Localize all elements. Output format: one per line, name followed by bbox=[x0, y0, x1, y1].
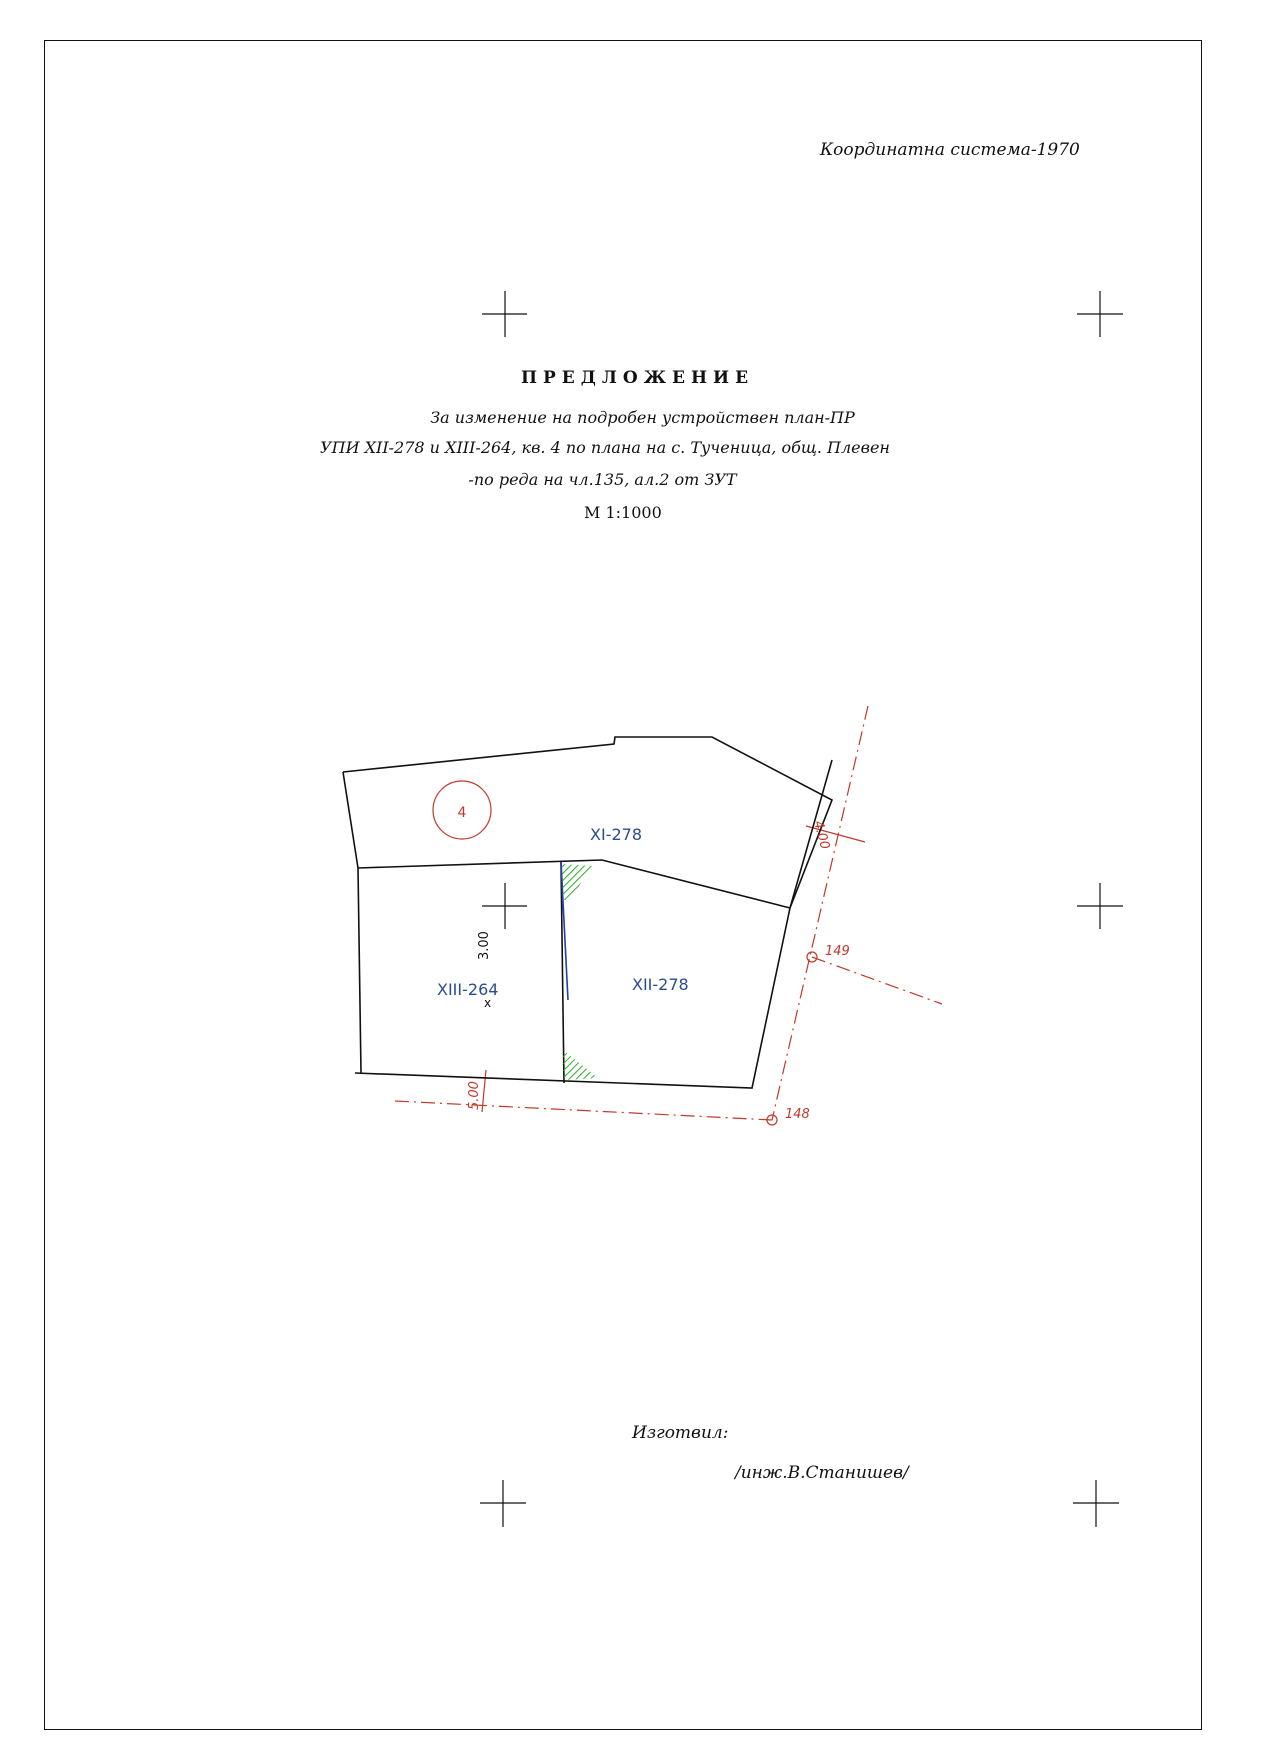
hatch-area-top bbox=[562, 864, 592, 900]
outer-boundary bbox=[343, 737, 832, 1088]
point-label-148: 148 bbox=[785, 1107, 810, 1122]
boundary-west-lower bbox=[358, 868, 361, 1073]
regulation-line-east bbox=[772, 706, 868, 1120]
crosshair-mark bbox=[1077, 291, 1123, 337]
cross-mark: x bbox=[484, 996, 492, 1010]
title-line-1: За изменение на подробен устройствен план-ПР bbox=[430, 408, 855, 427]
block-number: 4 bbox=[457, 805, 467, 821]
point-label-149: 149 bbox=[825, 944, 850, 959]
document-title: ПРЕДЛОЖЕНИЕ bbox=[520, 368, 755, 388]
crosshair-mark bbox=[1077, 883, 1123, 929]
crosshair-mark bbox=[482, 291, 527, 337]
crosshair-mark bbox=[480, 1480, 526, 1527]
parcel-label-xiii-264: XIII-264 bbox=[437, 980, 499, 999]
regulation-line-south bbox=[395, 1101, 772, 1120]
parcel-label-xii-278: XII-278 bbox=[632, 975, 689, 994]
hatch-area-bottom bbox=[563, 1050, 598, 1080]
distance-label-east: 4.00 bbox=[810, 819, 833, 852]
author-name: /инж.В.Станишев/ bbox=[735, 1463, 909, 1483]
boundary-west-upper bbox=[343, 772, 358, 868]
regulation-line-branch bbox=[812, 957, 942, 1004]
title-line-2: УПИ XII-278 и XIII-264, кв. 4 по плана на с. Тученица, общ. Плевен bbox=[320, 438, 890, 457]
regulation-lines bbox=[395, 706, 942, 1120]
parcel-label-xi-278: XI-278 bbox=[590, 825, 642, 844]
distance-label-inner: 3.00 bbox=[477, 931, 492, 960]
crosshair-mark bbox=[482, 883, 527, 929]
distance-label-south: 5.00 bbox=[467, 1081, 482, 1110]
scale-label: М 1:1000 bbox=[584, 503, 662, 522]
registration-marks bbox=[480, 291, 1123, 1527]
title-line-3: -по реда на чл.135, ал.2 от ЗУТ bbox=[468, 470, 737, 489]
crosshair-mark bbox=[1073, 1480, 1119, 1527]
coordinate-system-label: Координатна система-1970 bbox=[820, 140, 1080, 160]
made-by-label: Изготвил: bbox=[632, 1423, 729, 1443]
parcel-boundaries bbox=[343, 737, 832, 1088]
